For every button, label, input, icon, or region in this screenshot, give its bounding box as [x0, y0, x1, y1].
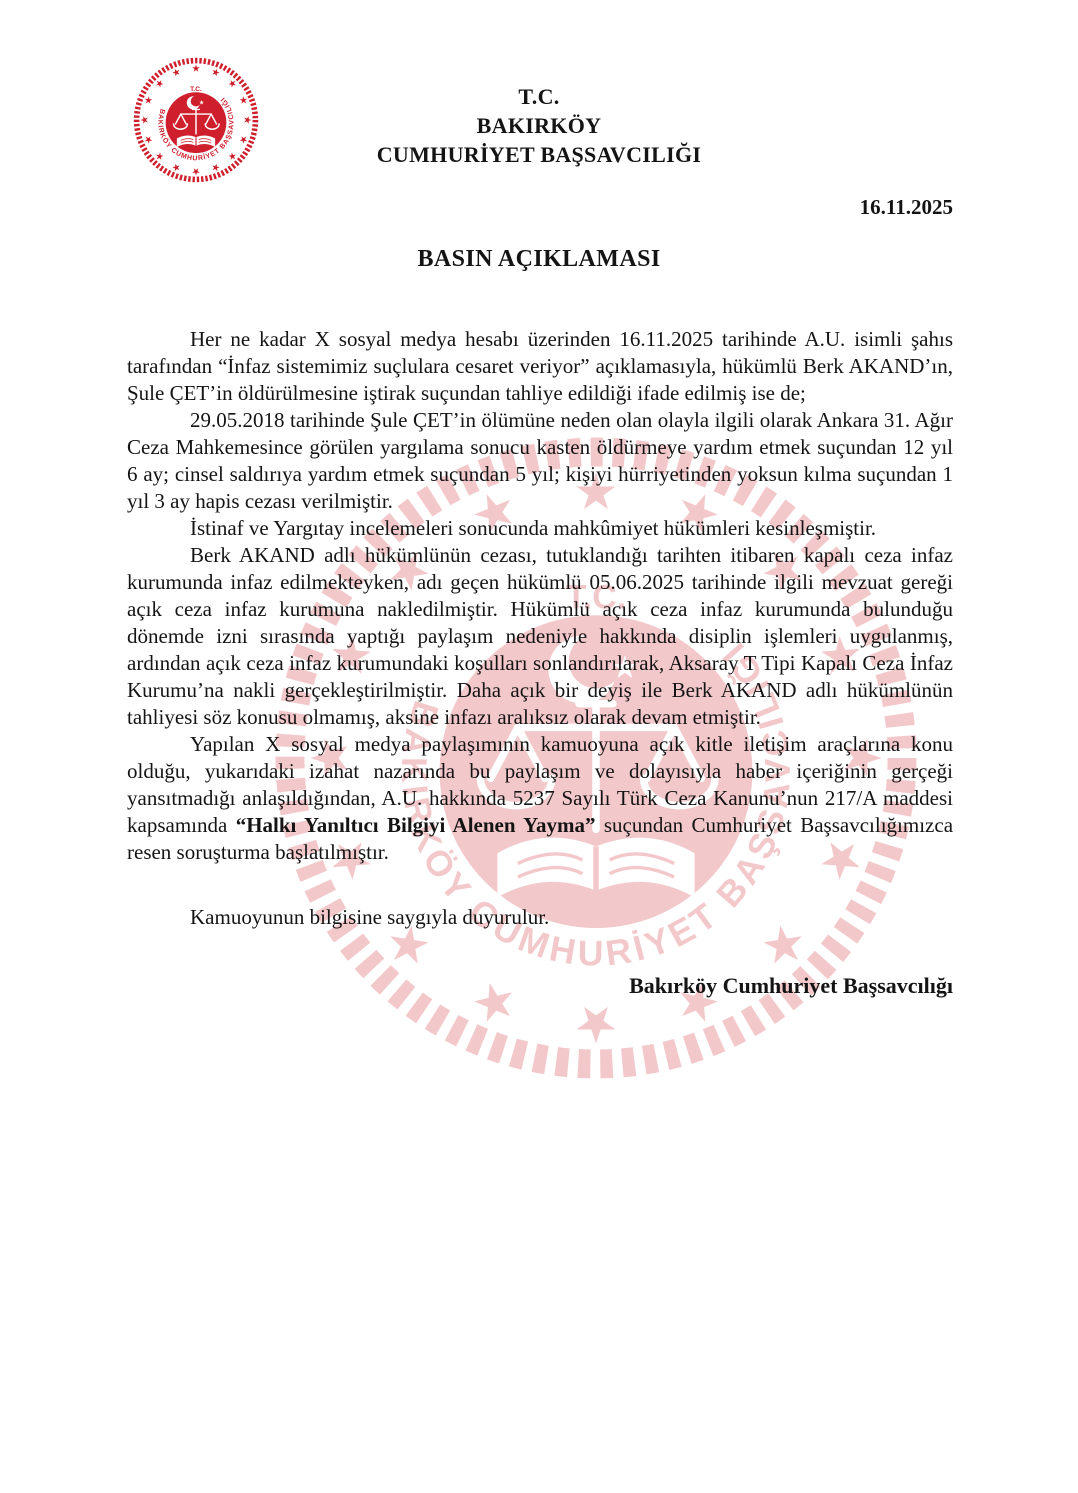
- letterhead-city: BAKIRKÖY: [476, 113, 602, 138]
- paragraph-5: [127, 731, 953, 866]
- document-title: BASIN AÇIKLAMASI: [417, 246, 661, 272]
- document-date: 16.11.2025: [859, 195, 953, 219]
- paragraph-2: 29.05.2018 tarihinde Şule ÇET’in ölümüne neden olan olayla ilgili olarak Ankara 31. Ağır Ceza Mahkemesince görülen yargılama sonucu kasten öldürmeye yardım etmek suçundan 12 yıl 6 ay; cinsel saldırıya yardım etmek suçundan 5 yıl; kişiyi hürriyetinden yoksun kılma suçundan 1 yıl 3 ay hapis cezası verilmiştir.: [127, 408, 953, 513]
- closing-line: Kamuoyunun bilgisine saygıyla duyurulur.: [190, 905, 550, 929]
- letterhead-office: CUMHURİYET BAŞSAVCILIĞI: [376, 142, 702, 167]
- paragraph-1: Her ne kadar X sosyal medya hesabı üzerinden 16.11.2025 tarihinde A.U. isimli şahıs tarafından “İnfaz sistemimiz suçlulara cesaret veriyor” açıklamasıyla, hükümlü Berk AKAND’ın, Şule ÇET’in öldürülmesine iştirak suçundan tahliye edildiği ifade edilmiş ise de;: [127, 327, 953, 405]
- press-release-body: [127, 326, 953, 999]
- charge-name-bold: “Halkı Yanıltıcı Bilgiyi Alenen Yayma”: [235, 813, 596, 837]
- paragraph-5-tail: suçundan Cumhuriyet Başsavcılığımızca resen soruşturma başlatılmıştır.: [127, 813, 954, 864]
- paragraph-5-lead: Yapılan X sosyal medya paylaşımının kamuoyuna açık kitle iletişim araçlarına konu olduğu, yukarıdaki izahat nazarında bu paylaşım ve dolayısıyla haber içeriğinin gerçeği yansıtmadığı anlaşıldığından, A.U. hakkında 5237 Sayılı Türk Ceza Kanunu’nun 217/A maddesi kapsamında: [127, 732, 953, 837]
- letterhead: [0, 82, 1078, 169]
- paragraph-3: İstinaf ve Yargıtay incelemeleri sonucunda mahkûmiyet hükümleri kesinleşmiştir.: [190, 516, 877, 540]
- signature: Bakırköy Cumhuriyet Başsavcılığı: [629, 973, 953, 998]
- paragraph-4: Berk AKAND adlı hükümlünün cezası, tutuklandığı tarihten itibaren kapalı ceza infaz kurumunda infaz edilmekteyken, adı geçen hükümlü 05.06.2025 tarihinde ilgili mevzuat gereği açık ceza infaz kurumuna nakledilmiştir. Hükümlü açık ceza infaz kurumunda bulunduğu dönemde izni sırasında yaptığı paylaşım nedeniyle hakkında disiplin işlemleri uygulanmış, ardından açık ceza infaz kurumundaki koşulları sonlandırılarak, Aksaray T Tipi Kapalı Ceza İnfaz Kurumu’na nakli gerçekleştirilmiştir. Daha açık bir deyiş ile Berk AKAND adlı hükümlünün tahliyesi söz konusu olmamış, aksine infazı aralıksız olarak devam etmiştir.: [127, 543, 953, 729]
- letterhead-republic: T.C.: [518, 84, 560, 109]
